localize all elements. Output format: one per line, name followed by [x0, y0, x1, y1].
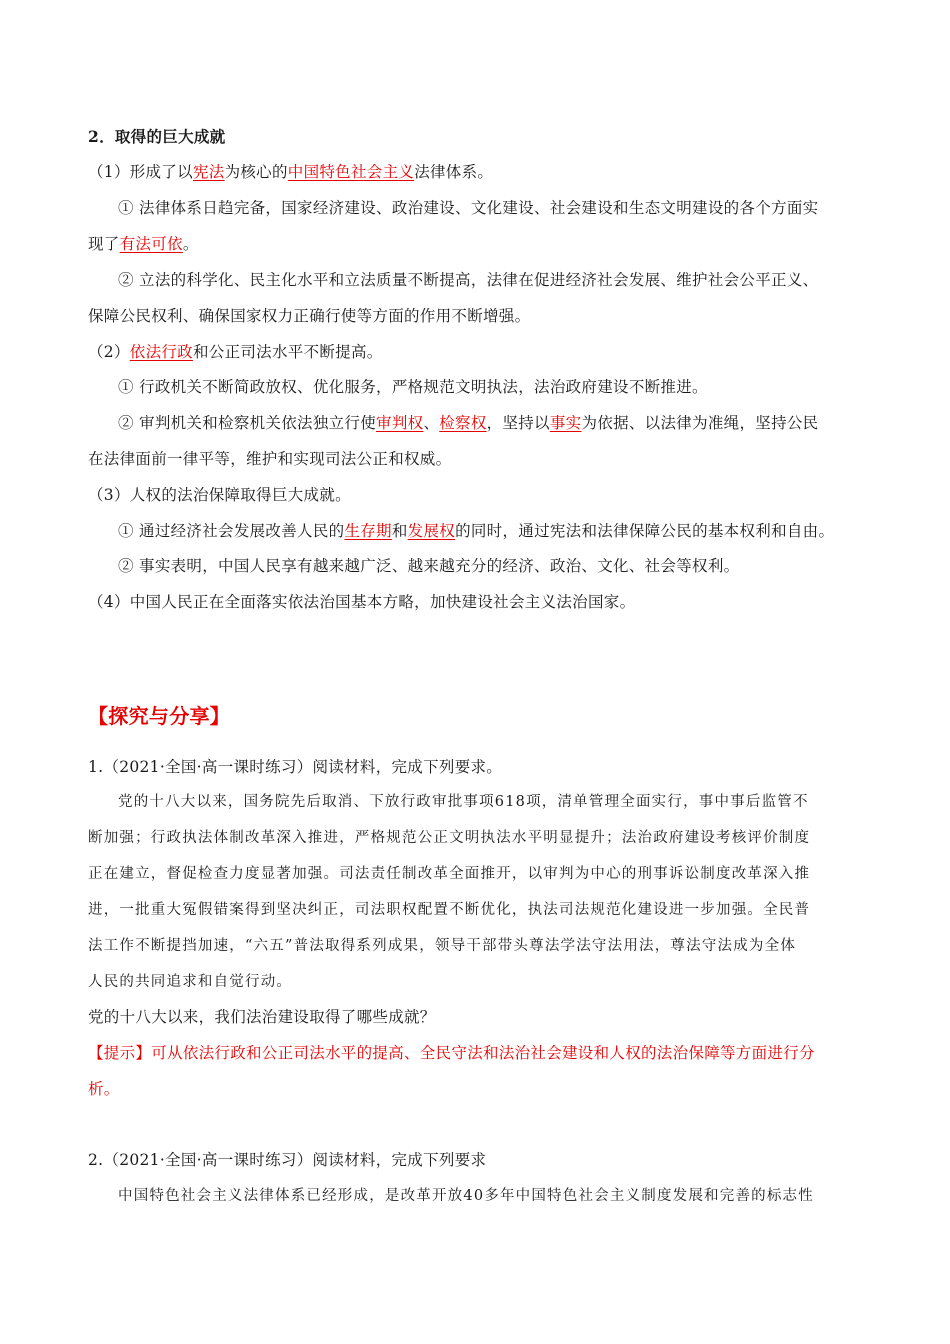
paragraph-4: （4）中国人民正在全面落实依法治国基本方略，加快建设社会主义法治国家。: [88, 593, 636, 611]
keyword-judicial-power: 审判权: [376, 414, 424, 432]
paragraph-3-1: ① 通过经济社会发展改善人民的生存期和发展权的同时，通过宪法和法律保障公民的基本权利和自由。: [118, 522, 835, 540]
question-1-hint-line1: 【提示】可从依法行政和公正司法水平的提高、全民守法和法治社会建设和人权的法治保障等方面进行分: [88, 1044, 815, 1062]
paragraph-1-1-line1: ① 法律体系日趋完备，国家经济建设、政治建设、文化建设、社会建设和生态文明建设的各个方面实: [118, 199, 819, 217]
paragraph-3: （3）人权的法治保障取得巨大成就。: [88, 486, 351, 504]
question-2-material-line: 中国特色社会主义法律体系已经形成，是改革开放40多年中国特色社会主义制度发展和完善的标志性: [118, 1188, 814, 1204]
keyword-constitution: 宪法: [192, 163, 225, 181]
paragraph-2: （2）依法行政和公正司法水平不断提高。: [88, 343, 383, 361]
question-1-question: 党的十八大以来，我们法治建设取得了哪些成就？: [88, 1008, 436, 1026]
question-1-hint-line2: 析。: [88, 1080, 120, 1098]
paragraph-1-2-line2: 保障公民权利、确保国家权力正确行使等方面的作用不断增强。: [88, 307, 531, 325]
question-1-material-line: 人民的共同追求和自觉行动。: [88, 974, 293, 990]
paragraph-2-2-line1: ② 审判机关和检察机关依法独立行使审判权、检察权，坚持以事实为依据、以法律为准绳，坚持公民: [118, 414, 819, 432]
keyword-procuratorial-power: 检察权: [439, 414, 487, 432]
keyword-administration: 依法行政: [129, 343, 193, 361]
paragraph-3-2: ② 事实表明，中国人民享有越来越广泛、越来越充分的经济、政治、文化、社会等权利。: [118, 557, 740, 575]
paragraph-2-1: ① 行政机关不断简政放权、优化服务，严格规范文明执法，法治政府建设不断推进。: [118, 378, 708, 396]
keyword-facts: 事实: [549, 414, 582, 432]
keyword-socialism: 中国特色社会主义: [287, 163, 415, 181]
keyword-survival: 生存期: [344, 522, 392, 540]
question-1-material-line: 党的十八大以来，国务院先后取消、下放行政审批事项618项，清单管理全面实行，事中事后监管不: [118, 794, 809, 810]
paragraph-2-2-line2: 在法律面前一律平等，维护和实现司法公正和权威。: [88, 450, 452, 468]
question-1-material-line: 正在建立，督促检查力度显著加强。司法责任制改革全面推开，以审判为中心的刑事诉讼制度改革深入推: [88, 866, 811, 882]
keyword-development: 发展权: [407, 522, 456, 540]
question-2-stem: 2.（2021·全国·高一课时练习）阅读材料，完成下列要求: [88, 1151, 487, 1169]
keyword-law-based: 有法可依: [119, 235, 183, 253]
section-title: 2．取得的巨大成就: [88, 127, 226, 146]
paragraph-1: （1）形成了以宪法为核心的中国特色社会主义法律体系。: [88, 163, 494, 181]
question-1-material-line: 进，一批重大冤假错案得到坚决纠正，司法职权配置不断优化，执法司法规范化建设进一步加强。全民普: [88, 902, 811, 918]
explore-heading: 【探究与分享】: [88, 704, 231, 728]
paragraph-1-2-line1: ② 立法的科学化、民主化水平和立法质量不断提高，法律在促进经济社会发展、维护社会公平正义、: [118, 271, 819, 289]
question-1-material-line: 断加强；行政执法体制改革深入推进，严格规范公正文明执法水平明显提升；法治政府建设考核评价制度: [88, 830, 811, 846]
paragraph-1-1-line2: 现了有法可依。: [88, 235, 199, 253]
question-1-material-line: 法工作不断提挡加速，“六五”普法取得系列成果，领导干部带头尊法学法守法用法，尊法守法成为全体: [88, 938, 797, 954]
question-1-stem: 1.（2021·全国·高一课时练习）阅读材料，完成下列要求。: [88, 758, 503, 776]
